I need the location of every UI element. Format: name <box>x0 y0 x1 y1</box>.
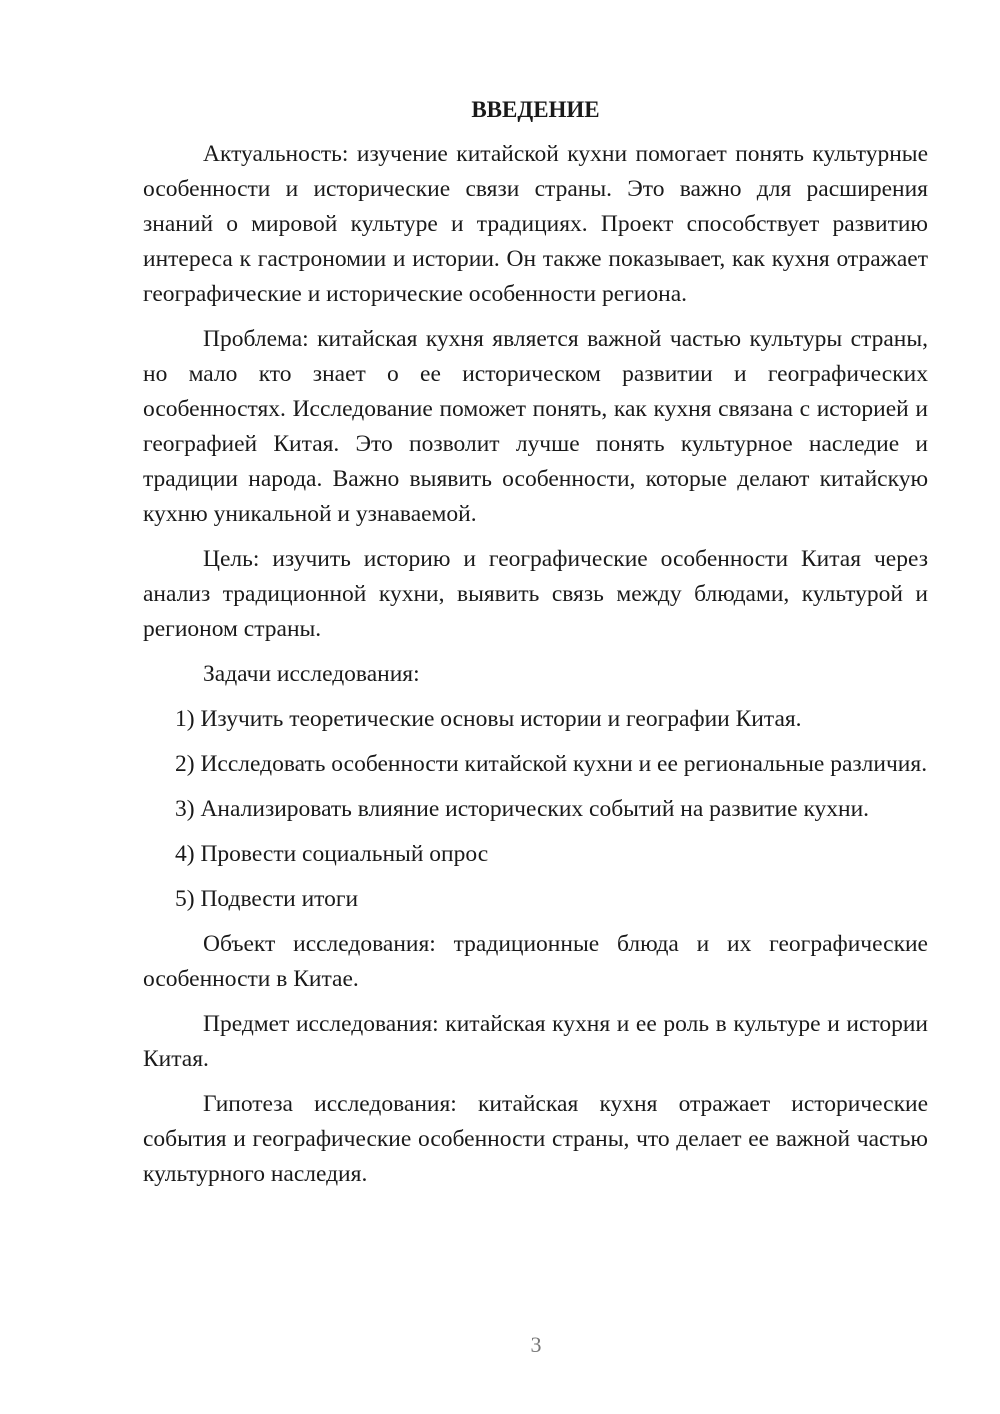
page-number: 3 <box>530 1332 542 1357</box>
section-title: ВВЕДЕНИЕ <box>471 97 600 122</box>
document-page <box>143 92 928 1202</box>
task-item-3: 3) Анализировать влияние исторических событий на развитие кухни. <box>175 796 870 822</box>
object-paragraph: Объект исследования: традиционные блюда и их географические особенности в Китае. <box>143 931 928 992</box>
hypothesis-paragraph: Гипотеза исследования: китайская кухня отражает исторические события и географические особенности страны, что делает ее важной частью культурного наследия. <box>143 1091 928 1187</box>
problem-paragraph: Проблема: китайская кухня является важной частью культуры страны, но мало кто знает о ее историческом развитии и географических особенностях. Исследование поможет понять, как кухня связана с историей и географией Китая. Это позволит лучше понять культурное наследие и традиции народа. Важно выявить особенности, которые делают китайскую кухню уникальной и узнаваемой. <box>143 326 928 527</box>
tasks-heading: Задачи исследования: <box>203 661 420 687</box>
task-item-4: 4) Провести социальный опрос <box>175 841 489 867</box>
goal-paragraph: Цель: изучить историю и географические особенности Китая через анализ традиционной кухни, выявить связь между блюдами, культурой и регионом страны. <box>143 546 928 642</box>
task-item-1: 1) Изучить теоретические основы истории и географии Китая. <box>175 706 802 732</box>
task-item-5: 5) Подвести итоги <box>175 886 359 912</box>
task-item-2: 2) Исследовать особенности китайской кухни и ее региональные различия. <box>175 751 928 777</box>
relevance-paragraph: Актуальность: изучение китайской кухни помогает понять культурные особенности и исторические связи страны. Это важно для расширения знаний о мировой культуре и традициях. Проект способствует развитию интереса к гастрономии и истории. Он также показывает, как кухня отражает географические и исторические особенности региона. <box>143 141 928 307</box>
subject-paragraph: Предмет исследования: китайская кухня и ее роль в культуре и истории Китая. <box>143 1011 928 1072</box>
